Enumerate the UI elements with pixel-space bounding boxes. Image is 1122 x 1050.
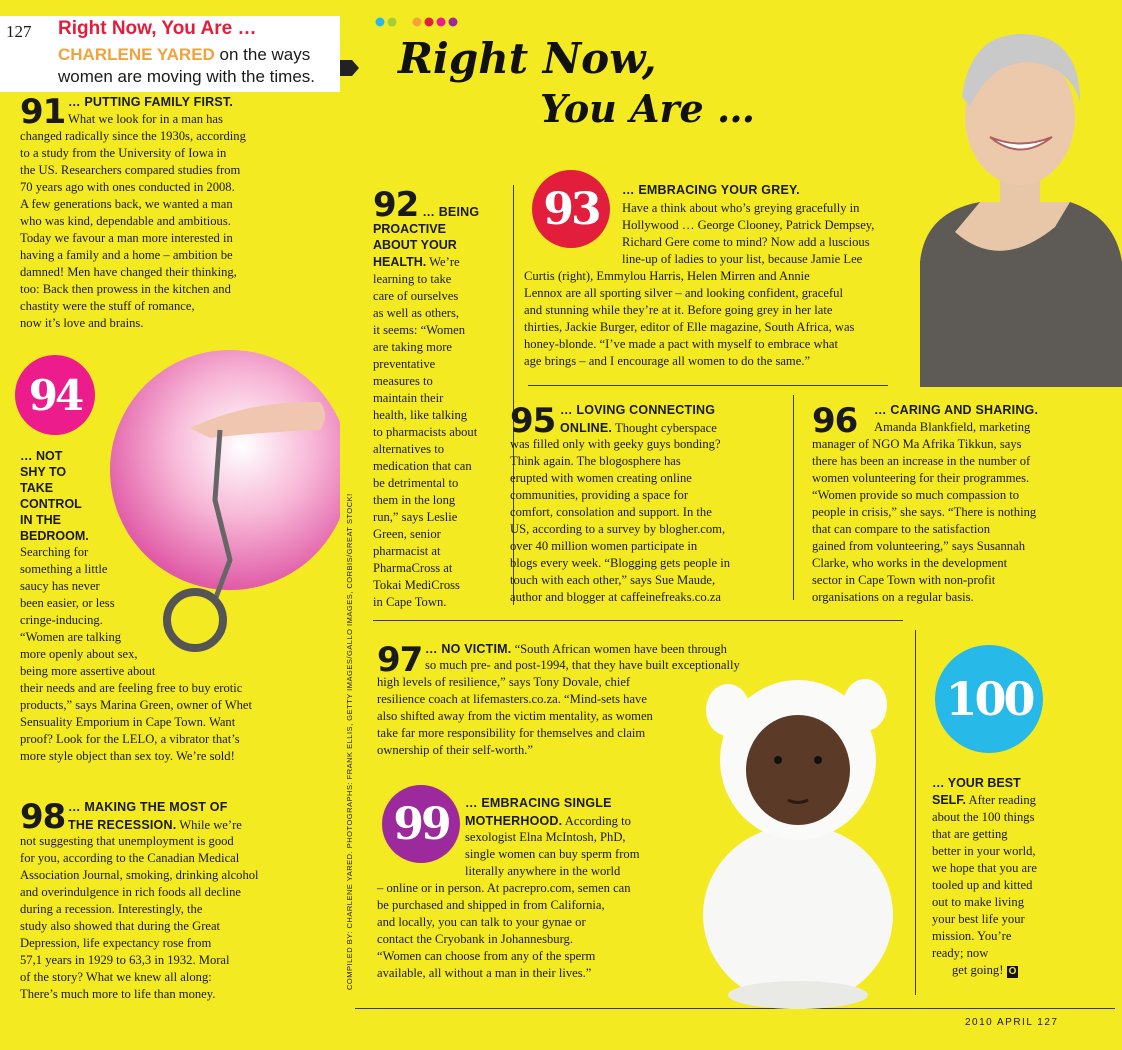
item-98-line: There’s much more to life than money. [20, 987, 216, 1001]
dots-svg [375, 16, 465, 28]
item-93-badge [532, 170, 610, 248]
item-91-number: 91 [20, 92, 66, 132]
item-92-line: in Cape Town. [373, 595, 447, 609]
item-92-line: as well as others, [373, 306, 460, 320]
item-92-first: We’re [426, 255, 460, 269]
item-99-first: According to [562, 814, 631, 828]
item-92-line: PharmaCross at [373, 561, 453, 575]
item-95-line: touch with each other,” says Sue Maude, [510, 573, 716, 587]
item-95-line: communities, providing a space for [510, 488, 689, 502]
item-94-head: TAKE [20, 481, 54, 495]
item-92-line: to pharmacists about [373, 425, 478, 439]
item-94-line: Sensuality Emporium in Cape Town. Want [20, 715, 236, 729]
item-99-badge [382, 785, 460, 863]
item-100-line: about the 100 things [932, 810, 1035, 824]
footer-folio: 2010 APRIL 127 [965, 1017, 1059, 1028]
item-93-line: age brings – and I encourage all women to do the same.” [524, 354, 811, 368]
portrait-svg [880, 12, 1122, 387]
item-95-line: author and blogger at caffeinefreaks.co.za [510, 590, 721, 604]
item-94-line: saucy has never [20, 579, 100, 593]
arrow-icon [340, 58, 360, 78]
item-98-line: not suggesting that unemployment is good [20, 834, 234, 848]
item-96-line: people in crisis,” she says. “There is nothing [812, 505, 1037, 519]
rule-h-93 [528, 385, 888, 386]
item-96-line: Amanda Blankfield, marketing [874, 420, 1031, 434]
item-99-head: MOTHERHOOD. [465, 814, 563, 828]
item-91-line: changed radically since the 1930s, according [20, 129, 246, 143]
item-97-line: resilience coach at lifemasters.co.za. “Mind-sets have [377, 692, 647, 706]
item-100-line [952, 962, 1117, 979]
item-99-line: and locally, you can talk to your gynae or [377, 915, 586, 929]
kicker-author: CHARLENE YARED [58, 45, 215, 64]
item-100-first: After reading [966, 793, 1036, 807]
item-99-head: … EMBRACING SINGLE [465, 796, 612, 810]
item-94-line: products,” says Marina Green, owner of Whet [20, 698, 252, 712]
item-93-line: thirties, Jackie Burger, editor of Elle magazine, South Africa, was [524, 320, 855, 334]
item-91-line: who was kind, dependable and ambitious. [20, 214, 231, 228]
kicker-line2: women are moving with the times. [58, 67, 315, 86]
rule-h-97 [373, 620, 903, 621]
item-94-head: SHY TO [20, 465, 67, 479]
item-99-line: – online or in person. At pacrepro.com, semen can [377, 881, 631, 895]
item-91-line: the US. Researchers compared studies from [20, 163, 241, 177]
item-93-line: Hollywood … George Clooney, Patrick Dempsey, [622, 218, 875, 232]
item-96-line: manager of NGO Ma Afrika Tikkun, says [812, 437, 1022, 451]
item-94-head: … NOT [20, 449, 63, 463]
item-92-line: them in the long [373, 493, 456, 507]
item-94-head: CONTROL [20, 497, 82, 511]
item-99-line: single women can buy sperm from [465, 847, 640, 861]
item-95-first: Thought cyberspace [612, 421, 717, 435]
item-94-line: cringe-inducing. [20, 613, 103, 627]
item-94-head: BEDROOM. [20, 529, 89, 543]
item-100-number: 100 [945, 672, 1033, 726]
kicker-rest: on the ways [214, 45, 311, 64]
item-94-line: being more assertive about [20, 664, 156, 678]
item-95-line: comfort, consolation and support. In the [510, 505, 712, 519]
item-93-line: Have a think about who’s greying gracefully in [622, 201, 860, 215]
item-96-line: that can compare to the satisfaction [812, 522, 990, 536]
item-98-line: 57,1 years in 1929 to 63,3 in 1932. Moral [20, 953, 230, 967]
item-93-line: Lennox are all sporting silver – and looking confident, graceful [524, 286, 843, 300]
item-98-number: 98 [20, 797, 66, 837]
item-97-line: ownership of their self-worth.” [377, 743, 533, 757]
item-94-line: more style object than sex toy. We’re sold! [20, 749, 235, 763]
item-100-line: ready; now [932, 946, 989, 960]
item-95-line: Think again. The blogosphere has [510, 454, 681, 468]
item-98-head: … MAKING THE MOST OF [68, 800, 228, 814]
item-100-line: tooled up and kitted [932, 878, 1033, 892]
item-98-line: for you, according to the Canadian Medical [20, 851, 240, 865]
baby-svg [690, 665, 910, 1010]
item-98-line: during a recession. Interestingly, the [20, 902, 203, 916]
item-99-line: available, all without a man in their lives.” [377, 966, 592, 980]
item-92-head: HEALTH. [373, 255, 427, 269]
item-96-line: women volunteering for their programmes. [812, 471, 1030, 485]
item-92-line: health, like talking [373, 408, 468, 422]
item-92-line: measures to [373, 374, 433, 388]
item-94-line: their needs and are feeling free to buy erotic [20, 681, 243, 695]
item-98-head: THE RECESSION. [68, 818, 177, 832]
item-98-line: and overindulgence in rich foods all decline [20, 885, 242, 899]
item-99-line: “Women can choose from any of the sperm [377, 949, 596, 963]
item-91-line: A few generations back, we wanted a man [20, 197, 233, 211]
item-92-line: preventative [373, 357, 436, 371]
item-100-head: SELF. [932, 793, 967, 807]
item-91-line: damned! Men have changed their thinking, [20, 265, 237, 279]
item-100 [932, 775, 1117, 979]
item-100-last: get going! [952, 963, 1004, 977]
item-97-first: “South African women have been through [511, 642, 727, 656]
item-92-line: be detrimental to [373, 476, 459, 490]
item-92-number: 92 [373, 185, 419, 225]
item-94-head: IN THE [20, 513, 61, 527]
item-94-badge [15, 355, 95, 435]
item-99-line: sexologist Elna McIntosh, PhD, [465, 830, 626, 844]
item-92-line: are taking more [373, 340, 453, 354]
item-95-line: was filled only with geeky guys bonding? [510, 437, 721, 451]
item-100-line: better in your world, [932, 844, 1036, 858]
item-97-head: … NO VICTIM. [425, 642, 512, 656]
item-95-head: … LOVING CONNECTING [560, 403, 716, 417]
item-100-line: we hope that you are [932, 861, 1037, 875]
kicker-title: Right Now, You Are … [58, 18, 257, 39]
item-94-line: more openly about sex, [20, 647, 138, 661]
item-100-head: … YOUR BEST [932, 776, 1021, 790]
item-96-line: gained from volunteering,” says Susannah [812, 539, 1025, 553]
page-number: 127 [6, 22, 32, 41]
item-92-line: care of ourselves [373, 289, 459, 303]
item-99-line: contact the Cryobank in Johannesburg. [377, 932, 573, 946]
arrow-shape [340, 58, 360, 78]
item-96-line: Clarke, who works in the development [812, 556, 1008, 570]
item-97-line: so much pre- and post-1994, that they have built exceptionally [425, 658, 740, 672]
item-92-line: Tokai MediCross [373, 578, 460, 592]
item-91-line: too: Back then prowess in the kitchen and [20, 282, 231, 296]
item-98-line: Depression, life expectancy rose from [20, 936, 212, 950]
item-94-line: something a little [20, 562, 108, 576]
item-97-number: 97 [377, 640, 423, 680]
item-91-line: now it’s love and brains. [20, 316, 144, 330]
item-91-line: 70 years ago with ones conducted in 2008. [20, 180, 235, 194]
portrait-photo [880, 12, 1122, 387]
item-99-line: be purchased and shipped in from California, [377, 898, 605, 912]
item-92-head: ABOUT YOUR [373, 238, 457, 252]
item-92-line: alternatives to [373, 442, 444, 456]
item-92-line: medication that can [373, 459, 472, 473]
main-title-line1: Right Now, [398, 34, 657, 83]
item-92 [373, 185, 508, 611]
color-dots-icon [375, 15, 465, 27]
item-98-first: While we’re [176, 818, 242, 832]
item-92-head: PROACTIVE [373, 222, 446, 236]
item-94 [20, 448, 270, 765]
item-91-line: having a family and a home – ambition be [20, 248, 233, 262]
item-94-line: been easier, or less [20, 596, 115, 610]
item-98-line: study also showed that during the Great [20, 919, 221, 933]
item-95-head: ONLINE. [560, 421, 613, 435]
item-99-number: 99 [393, 798, 449, 850]
item-91-line: to a study from the University of Iowa in [20, 146, 227, 160]
item-98-line: Association Journal, smoking, drinking alcohol [20, 868, 259, 882]
item-97-line: high levels of resilience,” says Tony Dovale, chief [377, 675, 631, 689]
item-100-line: mission. You’re [932, 929, 1012, 943]
item-95-line: US, according to a survey by blogher.com, [510, 522, 726, 536]
end-mark-icon: O [1008, 966, 1017, 977]
item-96-line: organisations on a regular basis. [812, 590, 974, 604]
item-92-line: learning to take [373, 272, 452, 286]
item-93-number: 93 [543, 183, 599, 235]
main-title-line2: You Are … [540, 86, 755, 131]
photo-credits: COMPILED BY: CHARLENE YARED. PHOTOGRAPHS: FRANK ELLIS, GETTY IMAGES/GALLO IMAGES, CORBIS/GREAT STOCK! [345, 493, 354, 990]
item-91-line: chastity were the stuff of romance, [20, 299, 195, 313]
item-95-line: over 40 million women participate in [510, 539, 698, 553]
item-95-line: blogs every week. “Blogging gets people in [510, 556, 730, 570]
item-91-head: … PUTTING FAMILY FIRST. [68, 95, 234, 109]
item-100-line: that are getting [932, 827, 1008, 841]
item-93-head: … EMBRACING YOUR GREY. [622, 183, 800, 197]
item-96-line: “Women provide so much compassion to [812, 488, 1020, 502]
kicker-byline [58, 45, 310, 65]
item-100-line: your best life your [932, 912, 1025, 926]
item-92-line: Green, senior [373, 527, 441, 541]
item-94-line: “Women are talking [20, 630, 122, 644]
item-100-badge [935, 645, 1043, 753]
item-93-line: Curtis (right), Emmylou Harris, Helen Mirren and Annie [524, 269, 810, 283]
item-92-line: run,” says Leslie [373, 510, 458, 524]
item-92-line: maintain their [373, 391, 444, 405]
rule-vertical-100 [915, 630, 916, 995]
item-94-number: 94 [28, 370, 82, 420]
item-98-line: of the story? What we knew all along: [20, 970, 212, 984]
item-91-line: Today we favour a man more interested in [20, 231, 233, 245]
item-92-line: it seems: “Women [373, 323, 466, 337]
item-92-line: pharmacist at [373, 544, 441, 558]
item-92-head: … BEING [422, 205, 480, 219]
item-91-line: What we look for in a man has [68, 112, 223, 126]
item-100-line: out to make living [932, 895, 1024, 909]
item-96-head: … CARING AND SHARING. [874, 403, 1039, 417]
item-95-line: erupted with women creating online [510, 471, 692, 485]
item-95-number: 95 [510, 401, 556, 441]
rule-vertical-96 [793, 395, 794, 600]
item-97-line: take far more responsibility for themselves and claim [377, 726, 646, 740]
item-99-line: literally anywhere in the world [465, 864, 621, 878]
baby-photo [690, 665, 910, 1010]
item-96-number: 96 [812, 401, 858, 441]
item-93-line: Richard Gere come to mind? Now add a luscious [622, 235, 870, 249]
item-94-line: proof? Look for the LELO, a vibrator that’s [20, 732, 240, 746]
item-93-line: line-up of ladies to your list, because Jamie Lee [622, 252, 863, 266]
item-96-line: there has been an increase in the number of [812, 454, 1031, 468]
item-93-line: and stunning while they’re at it. Before going grey in her late [524, 303, 833, 317]
item-97-line: also shifted away from the victim mentality, as women [377, 709, 653, 723]
item-93-line: honey-blonde. “I’ve made a pact with myself to embrace what [524, 337, 839, 351]
item-96-line: sector in Cape Town with non-profit [812, 573, 996, 587]
item-94-line: Searching for [20, 545, 89, 559]
